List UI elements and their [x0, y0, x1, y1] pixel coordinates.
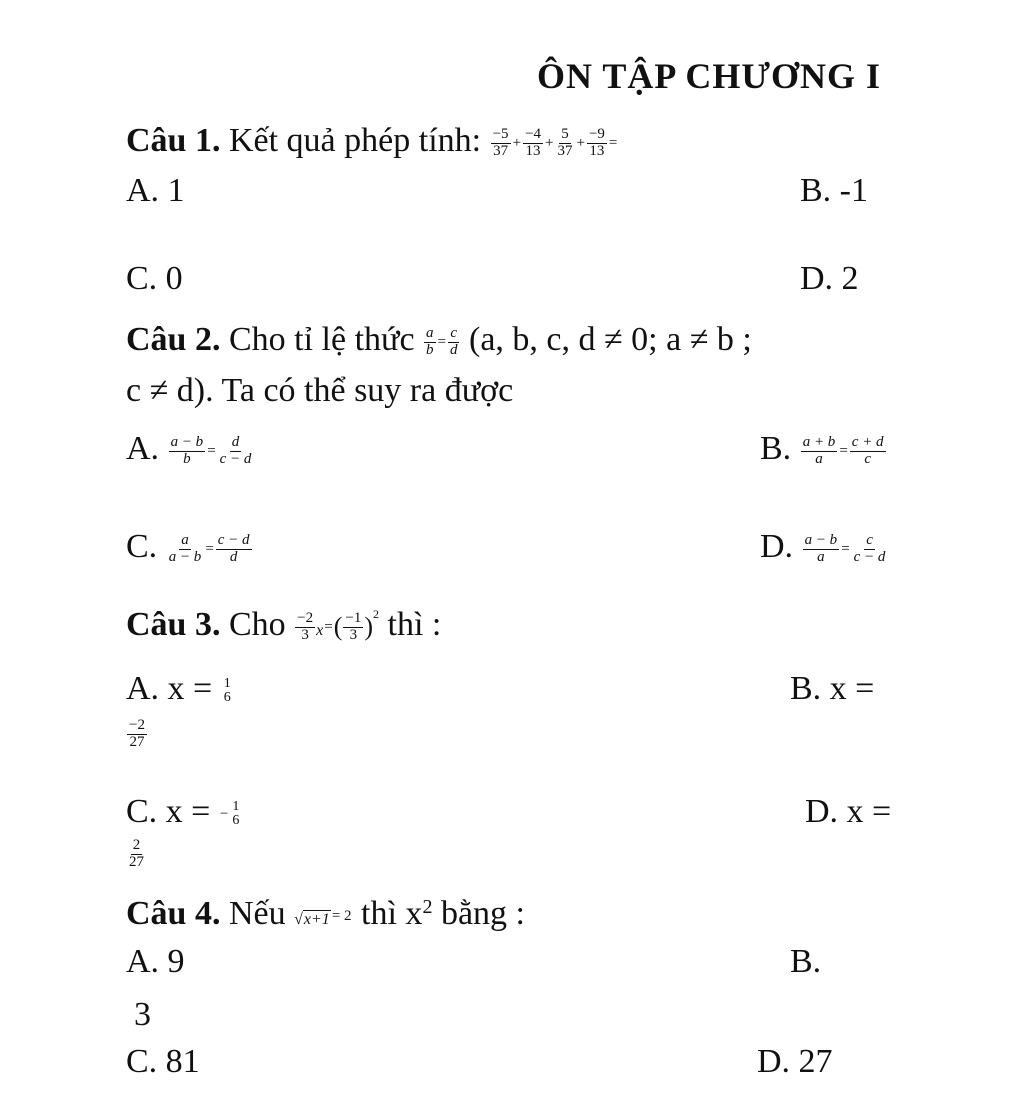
q1-option-d: D. 2	[800, 260, 859, 297]
question-3-text: Cho	[228, 606, 286, 643]
question-3-label: Câu 3.	[126, 606, 221, 643]
q3-coefficient: $\frac{-2}{3}$	[297, 609, 314, 643]
question-2-label: Câu 2.	[126, 321, 221, 358]
page-title: ÔN TẬP CHƯƠNG I	[537, 56, 882, 96]
q1-option-a: A. 1	[126, 172, 185, 209]
q1-fraction-3: $\frac{5}{37}$	[557, 125, 573, 159]
question-3: Câu 3. Cho $\frac{-2}{3}$ x=( $\frac{-1}{3}$ )$^2$ thì :	[126, 606, 442, 643]
question-3-text-2: thì :	[387, 606, 442, 643]
q1-option-c: C. 0	[126, 260, 183, 297]
question-1: Câu 1. Kết quả phép tính: $\frac{-5}{37}$ + $\frac{-4}{13}$ + $\frac{5}{37}$ + $\frac{-9}{13}$ =	[126, 122, 618, 159]
q4-option-a: A. 9	[126, 943, 185, 980]
q2-option-a: A. $\frac{a - b}{b}$ = $\frac{d}{c - d}$	[126, 430, 252, 467]
q3-option-b: B. x =	[790, 670, 875, 707]
q4-option-b: B.	[790, 943, 822, 980]
question-2-line-2: c ≠ d). Ta có thể suy ra được	[126, 372, 514, 409]
q2-ratio-right: $\frac{c}{d}$	[450, 324, 458, 358]
q4-square-root: √x+1	[294, 911, 330, 928]
q3-base: $\frac{-1}{3}$	[345, 609, 362, 643]
q4-option-d: D. 27	[757, 1043, 833, 1080]
question-4-text: Nếu	[228, 895, 286, 932]
question-4: Câu 4. Nếu √x+1 = 2 thì $x^2$ bằng :	[126, 895, 525, 932]
q4-superscript: 2	[422, 896, 433, 918]
question-2-text: Cho tỉ lệ thức	[228, 321, 415, 358]
q4-option-c: C. 81	[126, 1043, 200, 1080]
q3-exponent: 2	[373, 607, 380, 621]
q2-ratio-left: $\frac{a}{b}$	[426, 324, 434, 358]
question-1-label: Câu 1.	[126, 122, 221, 159]
q3-option-b-value: $\frac{-2}{27}$	[129, 717, 145, 750]
question-1-text: Kết quả phép tính:	[228, 122, 482, 159]
question-2-condition: (a, b, c, d ≠ 0; a ≠ b ;	[469, 321, 752, 358]
q4-option-b-value: 3	[134, 996, 151, 1033]
q3-option-a: A. x = 1 6	[126, 670, 231, 707]
q3-option-c: C. x = − 1 6	[126, 793, 240, 830]
q3-option-d: D. x =	[805, 793, 892, 830]
question-2: Câu 2. Cho tỉ lệ thức $\frac{a}{b}$ = $\frac{c}{d}$ (a, b, c, d ≠ 0; a ≠ b ;	[126, 321, 752, 358]
q2-option-c: C. $\frac{a}{a - b}$ = $\frac{c - d}{d}$	[126, 528, 250, 565]
q2-option-d: D. $\frac{a - b}{a}$ = $\frac{c}{c - d}$	[760, 528, 886, 565]
question-4-label: Câu 4.	[126, 895, 221, 932]
q1-fraction-2: $\frac{-4}{13}$	[525, 125, 541, 159]
q2-option-b: B. $\frac{a + b}{a}$ = $\frac{c + d}{c}$	[760, 430, 884, 467]
q1-option-b: B. -1	[800, 172, 868, 209]
question-4-text-3: bằng :	[440, 895, 525, 932]
q3-option-d-value: $\frac{2}{27}$	[129, 837, 144, 870]
q1-fraction-4: $\frac{-9}{13}$	[588, 125, 605, 159]
q1-fraction-1: $\frac{-5}{37}$	[492, 125, 509, 159]
